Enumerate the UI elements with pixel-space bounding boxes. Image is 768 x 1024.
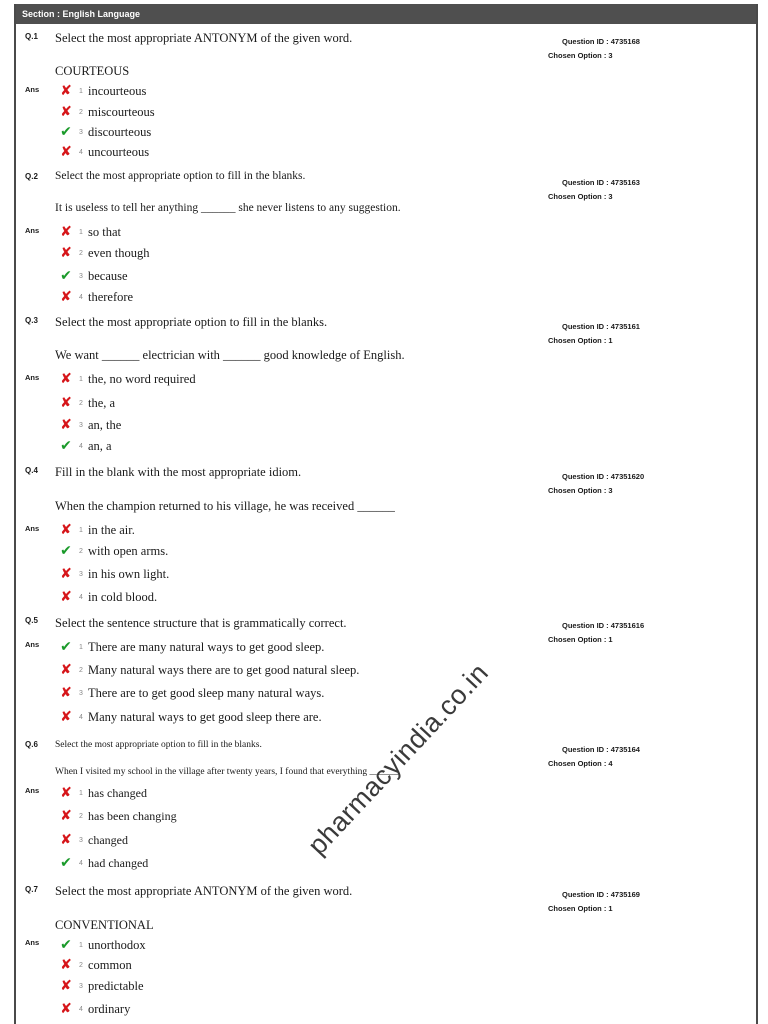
ans-label: Ans: [25, 524, 40, 533]
check-icon: ✔: [60, 639, 72, 655]
option-4: ✔ 4 had changed: [58, 853, 148, 873]
cross-icon: ✘: [60, 224, 72, 240]
option-4: ✘ 4 in cold blood.: [58, 587, 157, 607]
option-1: ✘ 1 so that: [58, 222, 121, 242]
option-4: ✘ 4 uncourteous: [58, 142, 149, 162]
chosen-option: Chosen Option : 1: [548, 904, 613, 913]
question-id: Question ID : 4735164: [562, 745, 640, 754]
question-meta: [548, 35, 640, 63]
question-id: Question ID : 4735161: [562, 322, 640, 331]
check-icon: ✔: [60, 543, 72, 559]
question-id: Question ID : 47351620: [562, 472, 645, 481]
question-sentence: When I visited my school in the village after twenty years, I found that everything ______.: [55, 767, 401, 777]
check-icon: ✔: [60, 937, 72, 953]
option-2: ✘ 2 has been changing: [58, 806, 177, 826]
question-word: COURTEOUS: [55, 64, 130, 78]
check-icon: ✔: [60, 124, 72, 140]
option-2: ✘ 2 common: [58, 955, 132, 975]
question-meta: [548, 743, 640, 771]
question-id: Question ID : 4735163: [562, 178, 640, 187]
question-meta: [548, 470, 644, 498]
option-3: ✔ 3 because: [58, 266, 128, 286]
question-meta: [548, 888, 640, 916]
cross-icon: ✘: [60, 245, 72, 261]
question-text: Select the most appropriate option to fill in the blanks.: [55, 315, 328, 329]
cross-icon: ✘: [60, 522, 72, 538]
option-1: ✘ 1 incourteous: [58, 81, 146, 101]
check-icon: ✔: [60, 438, 72, 454]
question-meta: [548, 320, 640, 348]
ans-label: Ans: [25, 938, 40, 947]
option-1: ✘ 1 has changed: [58, 783, 147, 803]
question-sentence: It is useless to tell her anything ______ she never listens to any suggestion.: [55, 202, 401, 214]
option-4: ✘ 4 ordinary: [58, 999, 130, 1019]
option-3: ✘ 3 There are to get good sleep many natural ways.: [58, 683, 324, 703]
cross-icon: ✘: [60, 685, 72, 701]
cross-icon: ✘: [60, 709, 72, 725]
cross-icon: ✘: [60, 104, 72, 120]
question-sentence: We want ______ electrician with ______ good knowledge of English.: [55, 348, 405, 362]
ans-label: Ans: [25, 373, 40, 382]
question-text: Fill in the blank with the most appropriate idiom.: [55, 465, 302, 479]
chosen-option: Chosen Option : 3: [548, 486, 613, 495]
question-text: Select the most appropriate option to fill in the blanks.: [55, 170, 306, 182]
option-3: ✔ 3 discourteous: [58, 122, 151, 142]
question-meta: [548, 176, 640, 204]
ans-label: Ans: [25, 85, 40, 94]
option-3: ✘ 3 an, the: [58, 415, 121, 435]
chosen-option: Chosen Option : 3: [548, 192, 613, 201]
option-4: ✘ 4 Many natural ways to get good sleep there are.: [58, 707, 322, 727]
cross-icon: ✘: [60, 785, 72, 801]
cross-icon: ✘: [60, 289, 72, 305]
question-text: Select the most appropriate ANTONYM of the given word.: [55, 884, 353, 898]
chosen-option: Chosen Option : 1: [548, 336, 613, 345]
check-icon: ✔: [60, 855, 72, 871]
section-header: Section : English Language: [16, 4, 756, 24]
question-number: Q.7: [25, 885, 38, 894]
option-2: ✘ 2 miscourteous: [58, 102, 155, 122]
cross-icon: ✘: [60, 395, 72, 411]
question-meta: [548, 619, 644, 647]
option-1: ✔ 1 There are many natural ways to get good sleep.: [58, 637, 324, 657]
watermark: pharmacyindia.co.in: [302, 657, 495, 861]
question-id: Question ID : 4735168: [562, 37, 640, 46]
question-text: Select the most appropriate ANTONYM of the given word.: [55, 31, 353, 45]
question-number: Q.4: [25, 466, 38, 475]
option-4: ✔ 4 an, a: [58, 436, 112, 456]
option-1: ✘ 1 in the air.: [58, 520, 135, 540]
question-number: Q.1: [25, 32, 38, 41]
chosen-option: Chosen Option : 1: [548, 635, 613, 644]
cross-icon: ✘: [60, 957, 72, 973]
cross-icon: ✘: [60, 417, 72, 433]
cross-icon: ✘: [60, 808, 72, 824]
question-word: CONVENTIONAL: [55, 918, 154, 932]
cross-icon: ✘: [60, 566, 72, 582]
question-sentence: When the champion returned to his village, he was received ______: [55, 499, 395, 513]
ans-label: Ans: [25, 226, 40, 235]
option-2: ✘ 2 the, a: [58, 393, 115, 413]
cross-icon: ✘: [60, 371, 72, 387]
answer-sheet: [14, 4, 758, 1024]
cross-icon: ✘: [60, 832, 72, 848]
question-number: Q.3: [25, 316, 38, 325]
option-3: ✘ 3 changed: [58, 830, 128, 850]
check-icon: ✔: [60, 268, 72, 284]
option-3: ✘ 3 in his own light.: [58, 564, 169, 584]
cross-icon: ✘: [60, 83, 72, 99]
option-2: ✘ 2 Many natural ways there are to get good natural sleep.: [58, 660, 359, 680]
option-2: ✔ 2 with open arms.: [58, 541, 168, 561]
chosen-option: Chosen Option : 3: [548, 51, 613, 60]
question-number: Q.5: [25, 616, 38, 625]
question-number: Q.2: [25, 172, 38, 181]
cross-icon: ✘: [60, 978, 72, 994]
option-2: ✘ 2 even though: [58, 243, 149, 263]
cross-icon: ✘: [60, 144, 72, 160]
option-1: ✔ 1 unorthodox: [58, 935, 146, 955]
ans-label: Ans: [25, 786, 40, 795]
question-id: Question ID : 47351616: [562, 621, 645, 630]
cross-icon: ✘: [60, 662, 72, 678]
option-1: ✘ 1 the, no word required: [58, 369, 196, 389]
option-3: ✘ 3 predictable: [58, 976, 144, 996]
question-text: Select the sentence structure that is grammatically correct.: [55, 616, 347, 630]
ans-label: Ans: [25, 640, 40, 649]
cross-icon: ✘: [60, 589, 72, 605]
question-id: Question ID : 4735169: [562, 890, 640, 899]
question-number: Q.6: [25, 740, 38, 749]
cross-icon: ✘: [60, 1001, 72, 1017]
option-4: ✘ 4 therefore: [58, 287, 133, 307]
chosen-option: Chosen Option : 4: [548, 759, 613, 768]
question-text: Select the most appropriate option to fill in the blanks.: [55, 740, 262, 750]
